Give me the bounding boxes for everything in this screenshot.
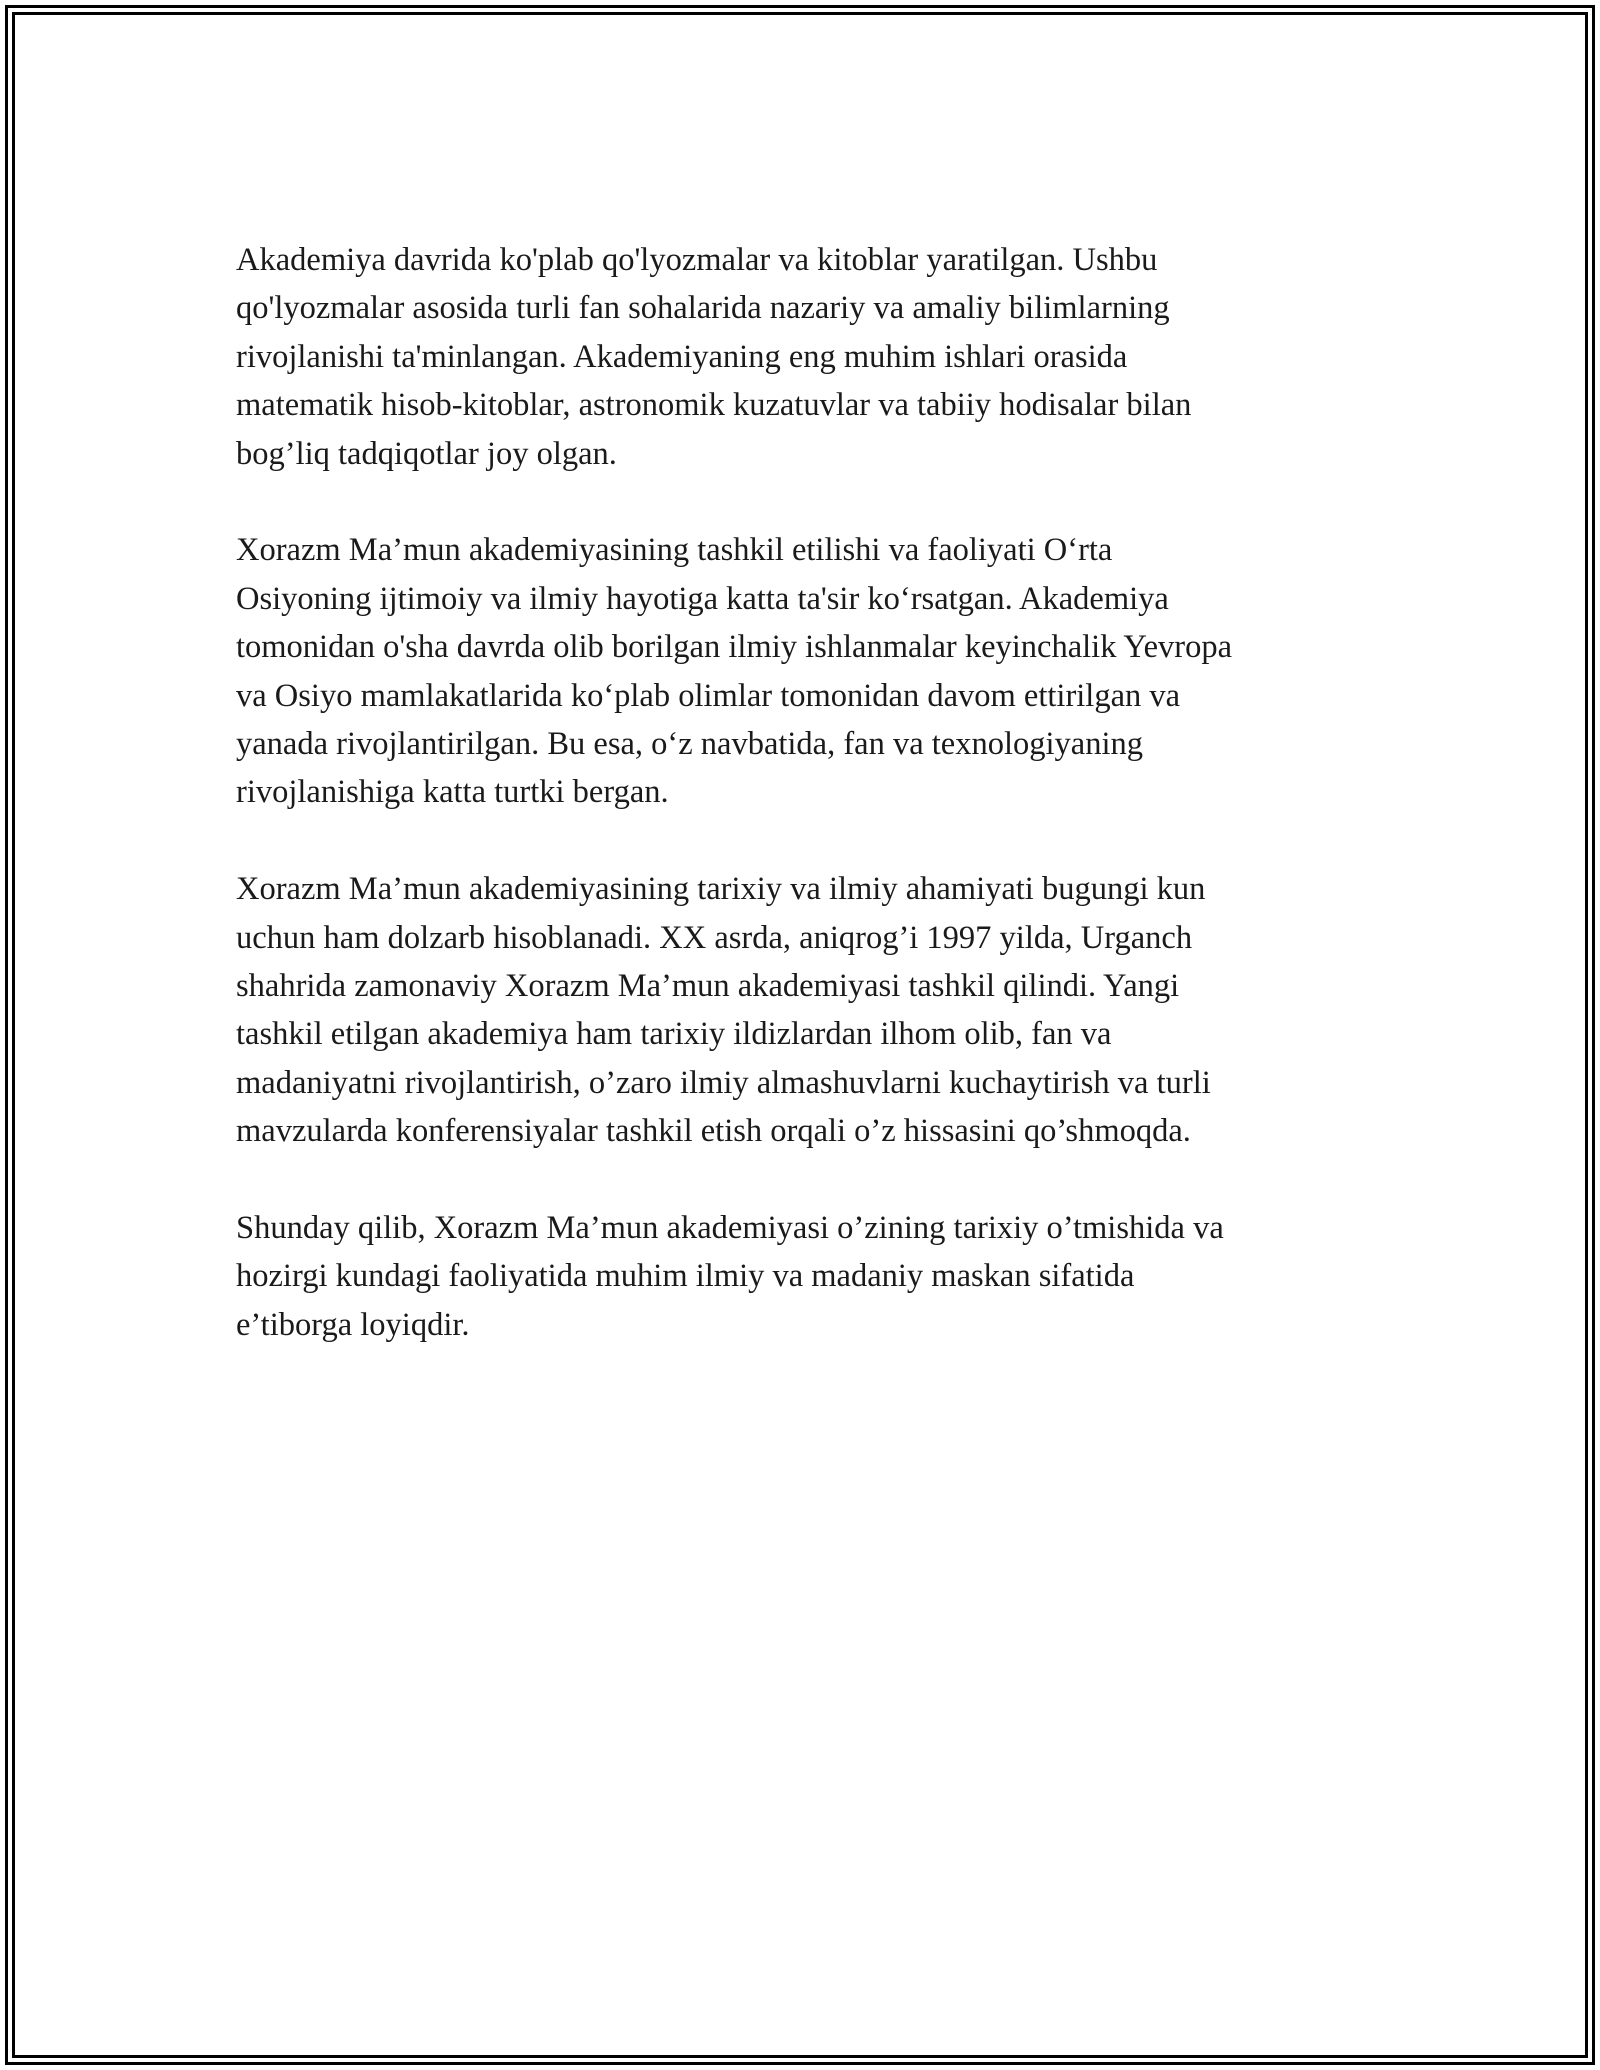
text-line: rivojlanishi ta'minlangan. Akademiyaning eng muhim ishlari orasida — [236, 338, 1128, 375]
text-line: rivojlanishiga katta turtki bergan. — [236, 774, 669, 811]
document-body — [236, 236, 1376, 1349]
text-line: Osiyoning ijtimoiy va ilmiy hayotiga katta ta'sir ko‘rsatgan. Akademiya — [236, 580, 1169, 617]
text-line: bog’liq tadqiqotlar joy olgan. — [236, 435, 617, 472]
text-line: shahrida zamonaviy Xorazm Ma’mun akademiyasi tashkil qilindi. Yangi — [236, 968, 1180, 1005]
text-line: Akademiya davrida ko'plab qo'lyozmalar va kitoblar yaratilgan. Ushbu — [236, 242, 1158, 278]
paragraph — [236, 526, 1376, 816]
text-line: Xorazm Ma’mun akademiyasining tashkil etilishi va faoliyati O‘rta — [236, 532, 1113, 569]
text-line: madaniyatni rivojlantirish, o’zaro ilmiy almashuvlarni kuchaytirish va turli — [236, 1064, 1211, 1101]
text-line: Xorazm Ma’mun akademiyasining tarixiy va ilmiy ahamiyati bugungi kun — [236, 871, 1206, 908]
text-line: yanada rivojlantirilgan. Bu esa, o‘z navbatida, fan va texnologiyaning — [236, 726, 1144, 763]
text-line: qo'lyozmalar asosida turli fan sohalarida nazariy va amaliy bilimlarning — [236, 290, 1170, 327]
text-line: uchun ham dolzarb hisoblanadi. XX asrda, aniqrog’i 1997 yilda, Urganch — [236, 919, 1193, 956]
text-line: matematik hisob-kitoblar, astronomik kuzatuvlar va tabiiy hodisalar bilan — [236, 387, 1192, 424]
text-line: e’tiborga loyiqdir. — [236, 1306, 470, 1343]
text-line: mavzularda konferensiyalar tashkil etish orqali o’z hissasini qo’shmoqda. — [236, 1113, 1191, 1150]
text-line: tashkil etilgan akademiya ham tarixiy ildizlardan ilhom olib, fan va — [236, 1016, 1112, 1053]
text-line: tomonidan o'sha davrda olib borilgan ilmiy ishlanmalar keyinchalik Yevropa — [236, 629, 1233, 666]
paragraph — [236, 236, 1376, 478]
paragraph — [236, 1204, 1376, 1349]
text-line: Shunday qilib, Xorazm Ma’mun akademiyasi o’zining tarixiy o’tmishida va — [236, 1210, 1224, 1247]
text-line: hozirgi kundagi faoliyatida muhim ilmiy va madaniy maskan sifatida — [236, 1258, 1135, 1295]
paragraph — [236, 865, 1376, 1155]
text-line: va Osiyo mamlakatlarida ko‘plab olimlar tomonidan davom ettirilgan va — [236, 677, 1181, 714]
